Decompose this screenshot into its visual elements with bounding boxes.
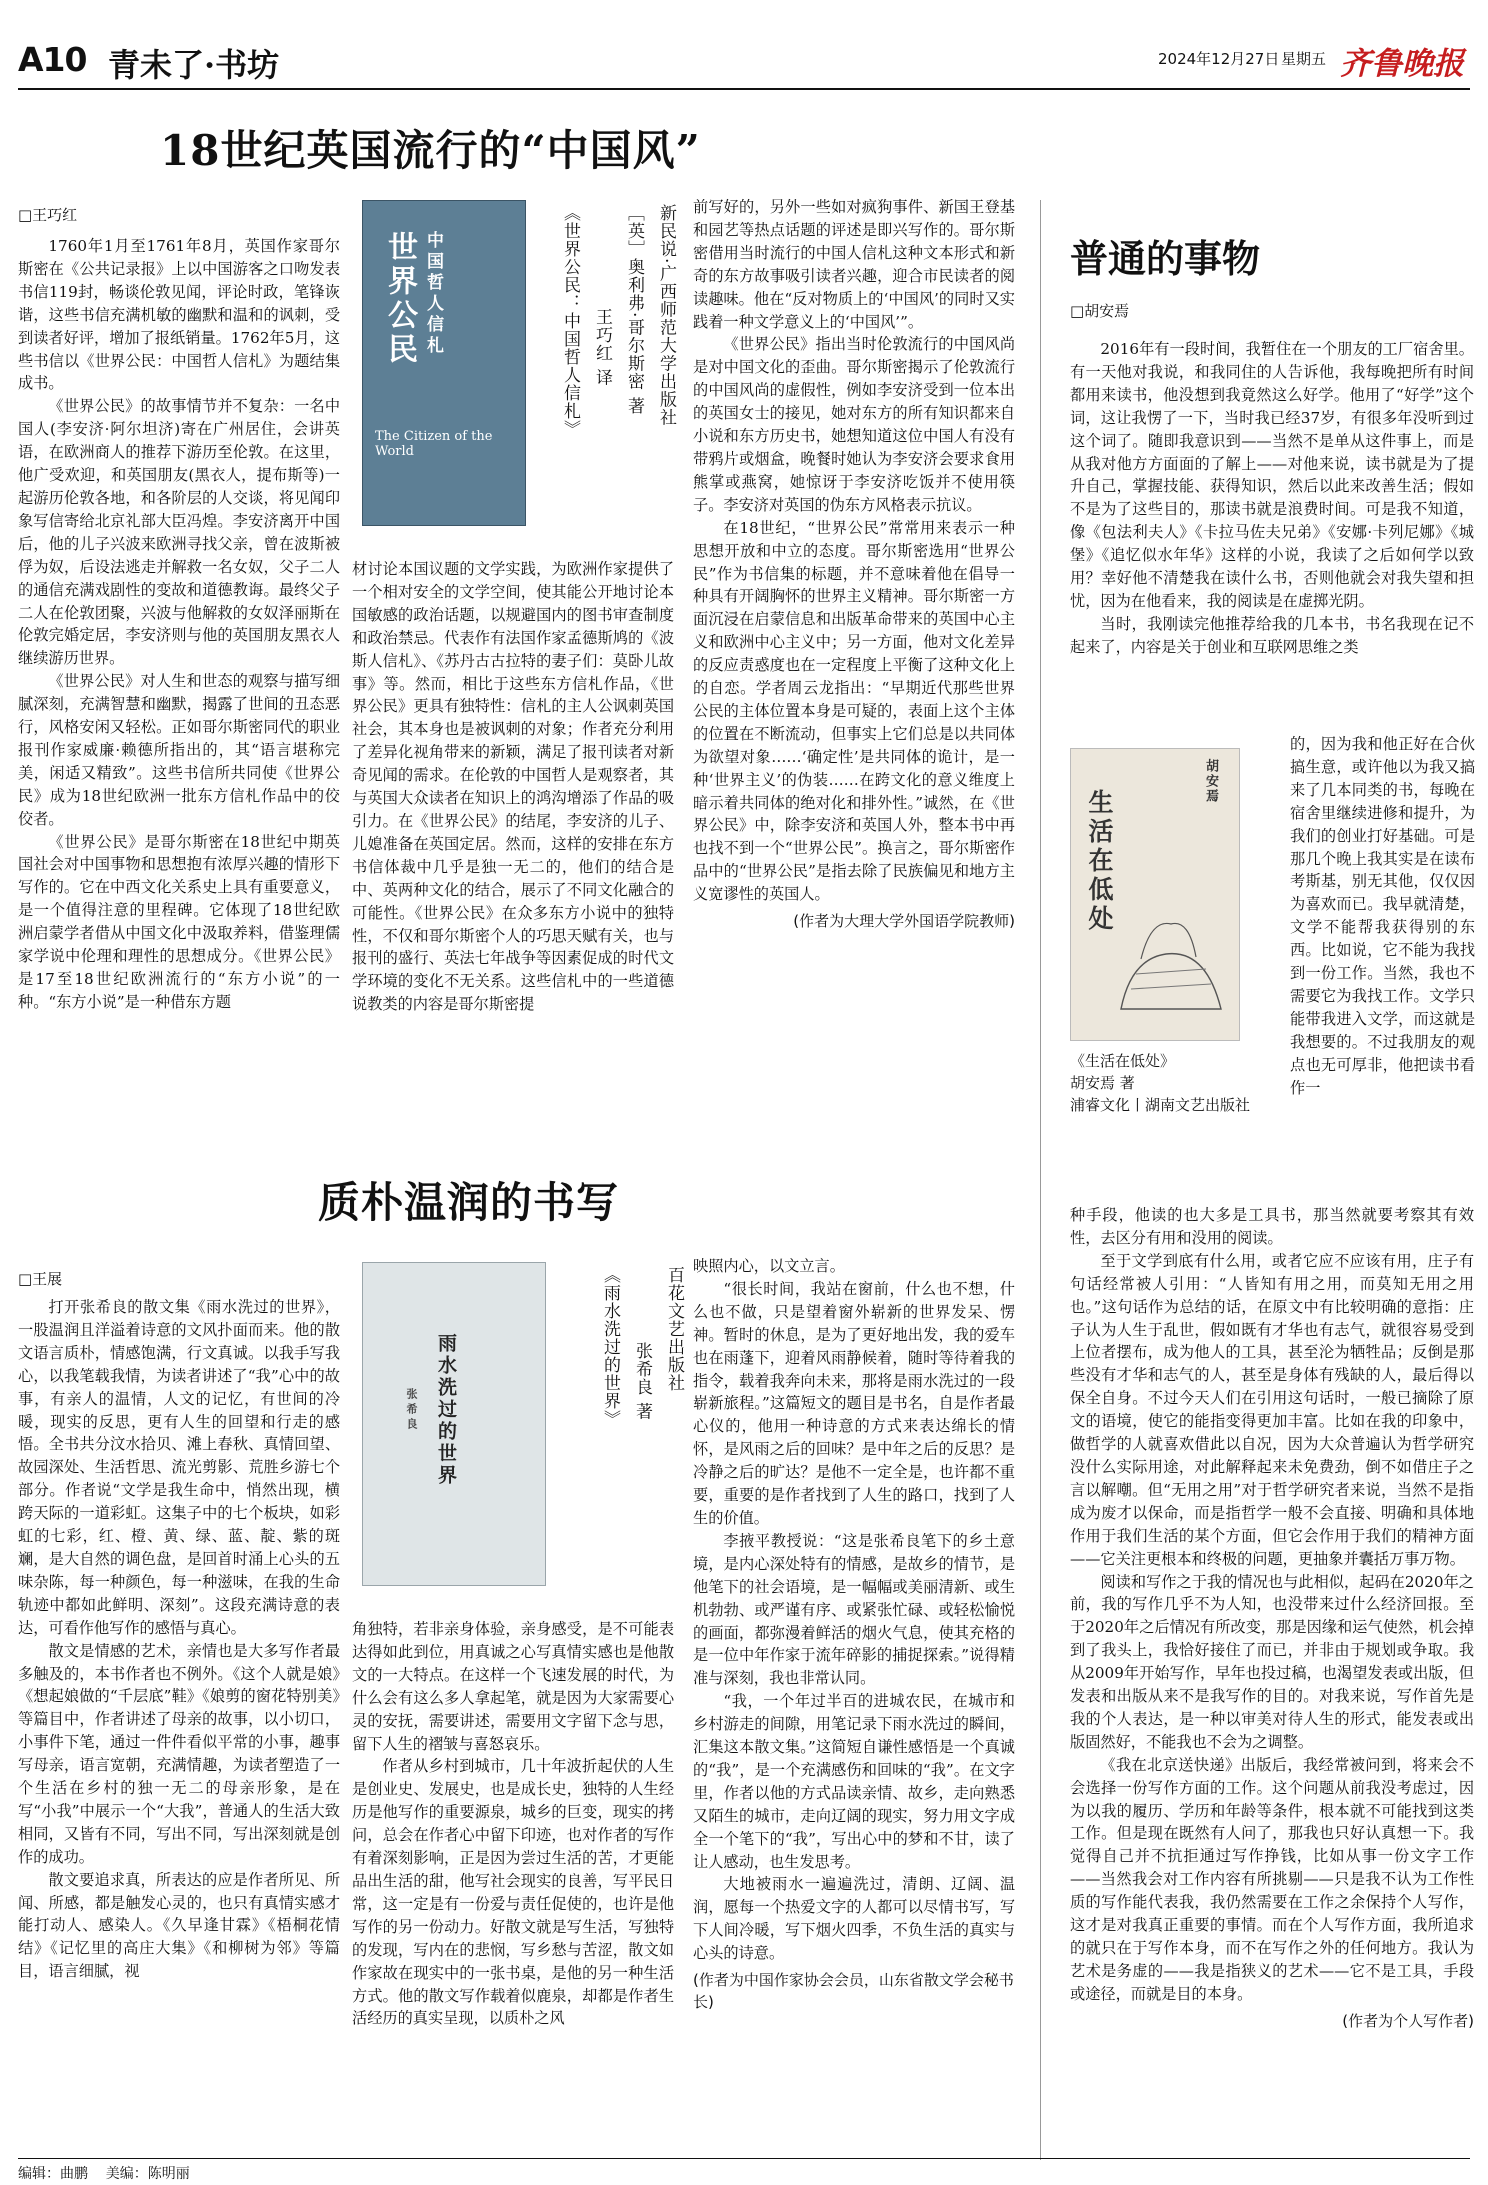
section-title: 青未了·书坊: [108, 46, 280, 84]
book-cover-living-low: [1070, 748, 1240, 1041]
page-number: A10: [18, 40, 87, 79]
paragraph: 作者从乡村到城市，几十年波折起伏的人生是创业史、发展史，也是成长史，独特的人生经历是他写作的重要源泉，城乡的巨变，现实的拷问，总会在作者心中留下印迹，也对作者的写作有着深刻影响，正是因为尝过生活的苦，才更能品出生活的甜，他写社会现实的良善，写平民日常，这一定是有一份爱与责任促使的，也许是他写作的另一份动力。好散文就是写生活，写独特的发现，写内在的悲悯，写乡愁与苦涩，散文如作家故在现实中的一张书桌，是他的另一种生活方式。他的散文写作载着似鹿泉，却都是作者生活经历的真实呈现，以质朴之风: [352, 1757, 674, 2028]
article2-title: 质朴温润的书写: [318, 1178, 620, 1227]
article1-column1: [18, 235, 340, 1014]
caption-book-title: 《生活在低处》: [1070, 1052, 1176, 1070]
paragraph: “我，一个年过半百的进城农民，在城市和乡村游走的间隙，用笔记录下雨水洗过的瞬间，汇集这本散文集。”这简短自谦性感悟是一个真诚的“我”，是一个充满感伤和回味的“我”。在文字里，作者以他的方式品读亲情、故乡，走向熟悉又陌生的城市，走向辽阔的现实，努力用文字成全一个笔下的“我”，写出心中的梦和不甘，读了让人感动，也生发思考。: [693, 1692, 1015, 1871]
newspaper-logo: 齐鲁晚报: [1340, 46, 1464, 82]
article2-column2: [352, 1618, 674, 2030]
paragraph: 《世界公民》的故事情节并不复杂：一名中国人(李安济·阿尔坦济)寄在广州居住，会讲英语，在欧洲商人的推荐下游历至伦敦。在这里，他广受欢迎，和英国朋友(黑衣人，提布斯等)一起游历伦敦各地，和各阶层的人交谈，将见闻印象写信寄给北京礼部大臣冯煌。李安济离开中国后，他的儿子兴波来欧洲寻找父亲，曾在波斯被俘为奴，后设法逃走并解救一名女奴，父子二人的通信充满戏剧性的变故和道德教诲。最终父子二人在伦敦团聚，兴波与他解救的女奴泽丽斯在伦敦完婚定居，李安济则与他的英国朋友黑衣人继续游历世界。: [18, 397, 340, 668]
caption-book-title: 《世界公民：中国哲人信札》: [560, 204, 580, 438]
paragraph: 大地被雨水一遍遍洗过，清朗、辽阔、温润，愿每一个热爱文字的人都可以尽情书写，写下人间冷暖，写下烟火四季，不负生活的真实与心头的诗意。: [693, 1875, 1015, 1963]
paragraph: 打开张希良的散文集《雨水洗过的世界》，一股温润且洋溢着诗意的文风扑面而来。他的散文语言质朴，情感饱满，行文真诚。以我手写我心，以我笔载我情，为读者讲述了“我”心中的故事，有亲人的温情，人文的记忆，有世间的冷暖，现实的反思，更有人生的回望和行走的感悟。全书共分汶水拾贝、滩上春秋、真情回望、故园深处、生活哲思、流光剪影、荒胜乡游七个部分。作者说“文学是我生命中，悄然出现，横跨天际的一道彩虹。这集子中的七个板块，如彩虹的七彩，红、橙、黄、绿、蓝、靛、紫的斑斓，是大自然的调色盘，是回首时涌上心头的五味杂陈，每一种颜色，每一种滋味，在我的生命轨迹中都如此鲜明、深刻”。这段充满诗意的表达，可看作他写作的感悟与真心。: [18, 1298, 340, 1637]
book-cover-author: 张希良: [405, 1388, 418, 1433]
caption-publisher: 浦睿文化丨湖南文艺出版社: [1070, 1096, 1251, 1114]
paragraph: 至于文学到底有什么用，或者它应不应该有用，庄子有句话经常被人引用：“人皆知有用之用，而莫知无用之用也。”这句话作为总结的话，在原文中有比较明确的意指：庄子认为人生于乱世，假如既有才华也有志气，就很容易受到上位者摆布，成为他人的工具，甚至沦为牺牲品；反倒是那些没有才华和志气的人，甚至是身体有残缺的人，最后得以保全自身。不过今天人们在引用这句话时，一般已摘除了原文的语境，使它的能指变得更加丰富。比如在我的印象中，做哲学的人就喜欢借此以自况，因为大众普遍认为哲学研究没什么实际用途，对此解释起来未免费劲，倒不如借庄子之言以解嘲。但“无用之用”对于哲学研究者来说，当然不是指成为废才以保命，而是指哲学一般不会直接、明确和具体地作用于我们生活的某个方面，但它会作用于我们的精神方面——它关注更根本和终极的问题，更抽象并囊括万事万物。: [1070, 1251, 1474, 1568]
caption-publisher: 百花文艺出版社: [664, 1266, 684, 1392]
book-cover-subtitle: 中国哲人信札: [423, 231, 443, 357]
article1-author-note: (作者为大理大学外国语学院教师): [793, 912, 1015, 931]
article1-byline: □王巧红: [18, 206, 78, 224]
caption-translator: 王巧红 译: [592, 308, 612, 387]
article1-title: 18世纪英国流行的“中国风”: [160, 126, 701, 175]
paragraph: 映照内心，以文立言。: [693, 1257, 845, 1275]
paragraph: 种手段，他读的也大多是工具书，那当然就要考察其有效性，去区分有用和没用的阅读。: [1070, 1206, 1474, 1247]
caption-author: 胡安焉 著: [1070, 1074, 1135, 1092]
paragraph: 散文要追求真，所表达的应是作者所见、所闻、所感，都是触发心灵的，也只有真情实感才能打动人、感染人。《久早逢甘霖》《梧桐花情结》《记忆里的高庄大集》《和柳树为邻》等篇目，语言细腻，视: [18, 1870, 340, 1981]
paragraph: 前写好的，另外一些如对疯狗事件、新国王登基和园艺等热点话题的评述是即兴写作的。哥尔斯密借用当时流行的中国人信札这种文本形式和新奇的东方故事吸引读者兴趣，迎合市民读者的阅读趣味。他在“反对物质上的‘中国风’的同时又实践着一种文学意义上的‘中国风’”。: [693, 198, 1015, 331]
right-article-text-top: [1070, 338, 1474, 659]
paragraph: 2016年有一段时间，我暂住在一个朋友的工厂宿舍里。有一天他对我说，和我同住的人告诉他，我每晚把所有时间都用来读书，他没想到我竟然这么好学。他用了“好学”这个词，这让我愣了一下，当时我已经37岁，有很多年没听到过这个词了。随即我意识到——当然不是单从这件事上，而是从我对他方方面面的了解上——对他来说，读书就是为了提升自己，掌握技能、获得知识，然后以此来改善生活；假如不是为了这些目的，那读书就是浪费时间。可是我不知道，像《包法利夫人》《卡拉马佐夫兄弟》《安娜·卡列尼娜》《城堡》《追忆似水年华》这样的小说，我读了之后如何学以致用？幸好他不清楚我在读什么书，否则他就会对我失望和担忧，因为在他看来，我的阅读是在虚掷光阴。: [1070, 340, 1474, 610]
article2-column1: [18, 1296, 340, 1983]
book-cover-illustration: [1111, 899, 1231, 1024]
issue-weekday: 星期五: [1281, 50, 1327, 68]
right-article-byline: □胡安焉: [1070, 302, 1130, 320]
paragraph: 材讨论本国议题的文学实践，为欧洲作家提供了一个相对安全的文学空间，使其能公开地讨论本国敏感的政治话题，以规避国内的图书审查制度和政治禁忌。代表作有法国作家孟德斯鸠的《波斯人信札》、《苏丹古古拉特的妻子们：莫卧儿故事》等。然而，相比于这些东方信札作品，《世界公民》更具有独特性：信札的主人公讽刺英国社会，其本身也是被讽刺的对象；作者充分利用了差异化视角带来的新颖，满足了报刊读者对新奇见闻的需求。在伦敦的中国哲人是观察者，其与英国大众读者在知识上的鸿沟增添了作品的吸引力。在《世界公民》的结尾，李安济的儿子、儿媳准备在英国定居。然而，这样的安排在东方书信体裁中几乎是独一无二的，他们的结合是中、英两种文化的结合，展示了不同文化融合的可能性。《世界公民》在众多东方小说中的独特性，不仅和哥尔斯密个人的巧思天赋有关，也与报刊的盛行、英法七年战争等因素促成的时代文学环境的变化不无关系。这些信札中的一些道德说教类的内容是哥尔斯密提: [352, 560, 674, 1014]
caption-book-title: 《雨水洗过的世界》: [600, 1266, 620, 1428]
paragraph: 阅读和写作之于我的情况也与此相似，起码在2020年之前，我的写作几乎不为人知，也没带来过什么经济回报。至于2020年之后情况有所改变，那是因缘和运气使然，机会掉到了我头上，我恰好接住了而已，并非由于规划或争取。我从2009年开始写作，早年也投过稿，也渴望发表或出版，但发表和出版从来不是我写作的目的。对我来说，写作首先是我的个人表达，是一种以审美对待人生的形式，能发表或出版固然好，不能我也不会为之调整。: [1070, 1572, 1474, 1751]
article2-book-caption: [555, 1262, 685, 1592]
book-cover-rain-washed-world: [362, 1262, 546, 1586]
article2-author-note: (作者为中国作家协会会员，山东省散文学会秘书长): [693, 1971, 1014, 2012]
paragraph: 李掖平教授说：“这是张希良笔下的乡土意境，是内心深处特有的情感，是故乡的情节，是他笔下的社会语境，是一幅幅或美丽清新、或生机勃勃、或严谨有序、或紧张忙碌、或轻松愉悦的画面，都弥漫着鲜活的烟火气息，使其充格的是一位中年作家于流年碎影的捕捉探索。”说得精准与深刻，我也非常认同。: [693, 1531, 1015, 1688]
paragraph: 1760年1月至1761年8月，英国作家哥尔斯密在《公共记录报》上以中国游客之口吻发表书信119封，畅谈伦敦见闻，评论时政，笔锋诙谐，这些书信充满机敏的幽默和温和的讽刺，受到读者好评，增加了报纸销量。1762年5月，这些书信以《世界公民：中国哲人信札》为题结集成书。: [18, 237, 340, 393]
book-cover-author: 胡安焉: [1203, 759, 1218, 804]
right-author-note: (作者为个人写作者): [1342, 2011, 1474, 2030]
caption-author: ［英］奥利弗·哥尔斯密 著: [624, 204, 644, 415]
paragraph: 角独特，若非亲身体验，亲身感受，是不可能表达得如此到位，用真诚之心写真情实感也是他散文的一大特点。在这样一个飞速发展的时代，为什么会有这么多人拿起笔，就是因为大家需要心灵的安抚，需要讲述，需要用文字留下念与思，留下人生的褶皱与喜怒哀乐。: [352, 1620, 674, 1753]
paragraph: 的，因为我和他正好在合伙搞生意，或许他以为我又搞来了几本同类的书，每晚在宿舍里继续进修和提升，为我们的创业打好基础。可是那几个晚上我其实是在读布考斯基，别无其他，仅仅因为喜欢而已。我早就清楚，文学不能帮我获得别的东西。比如说，它不能为我找到一份工作。当然，我也不需要它为我找工作。文学只能带我进入文学，而这就是我想要的。不过我朋友的观点也无可厚非，他把读书看作一: [1290, 735, 1475, 1097]
issue-date: 2024年12月27日: [1158, 50, 1280, 68]
paragraph: “很长时间，我站在窗前，什么也不想，什么也不做，只是望着窗外崭新的世界发呆、愣神。暂时的休息，是为了更好地出发，我的爱车也在雨蓬下，迎着风雨静候着，随时等待着我的指令，载着我奔向未来，那将是雨水洗过的一段崭新旅程。”这篇短文的题目是书名，自是作者最心仪的，他用一种诗意的方式来表达绵长的情怀，是风雨之后的回味？是中年之后的反思？是冷静之后的旷达？是他不一定全是，也许都不重要，重要的是作者找到了人生的路口，找到了人生的价值。: [693, 1279, 1015, 1527]
article2-column3: [693, 1255, 1015, 2013]
book-cover-citizen-of-the-world: [362, 200, 526, 526]
article2-byline: □王展: [18, 1270, 63, 1288]
footer-credits: 编辑：曲鹏 美编：陈明丽: [18, 2166, 190, 2182]
article1-column2: [352, 558, 674, 1016]
header-divider: [18, 88, 1470, 90]
footer-divider: [18, 2158, 1470, 2159]
book-cover-english-title: The Citizen of the World: [375, 429, 493, 459]
paragraph: 《世界公民》对人生和世态的观察与描写细腻深刻，充满智慧和幽默，揭露了世间的丑态恶行，风格安闲又轻松。正如哥尔斯密同代的职业报刊作家威廉·赖德所指出的，其“语言堪称完美，闲适又精致”。这些书信所共同使《世界公民》成为18世纪欧洲一批东方信札作品中的佼佼者。: [18, 672, 340, 828]
book-cover-title: 生活在低处: [1085, 789, 1114, 934]
right-article-text-bottom: [1070, 1204, 1474, 2032]
caption-author: 张希良 著: [632, 1342, 652, 1421]
paragraph: 当时，我刚读完他推荐给我的几本书，书名我现在记不起来了，内容是关于创业和互联网思维之类: [1070, 614, 1474, 656]
paragraph: 《世界公民》是哥尔斯密在18世纪中期英国社会对中国事物和思想抱有浓厚兴趣的情形下写作的。它在中西文化关系史上具有重要意义，是一个值得注意的里程碑。它体现了18世纪欧洲启蒙学者借从中国文化中汲取养料，借鉴理儒家学说中伦理和理性的思想成分。《世界公民》是17至18世纪欧洲流行的“东方小说”的一种。“东方小说”是一种借东方题: [18, 832, 340, 1011]
paragraph: 《世界公民》指出当时伦敦流行的中国风尚是对中国文化的歪曲。哥尔斯密揭示了伦敦流行的中国风尚的虚假性，例如李安济受到一位本出的英国女士的接见，她对东方的所有知识都来自小说和东方历史书，她想知道这位中国人有没有带鸦片或烟盒，晚餐时她认为李安济会要求食用熊掌或燕窝，她惊讶于李安济吃饭并不使用筷子。李安济对英国的伪东方风格表示抗议。: [693, 335, 1015, 514]
right-book-caption: [1070, 1050, 1270, 1116]
right-article-text-side: [1290, 733, 1475, 1100]
article1-column3: [693, 196, 1015, 932]
book-cover-title: 雨水洗过的世界: [435, 1333, 457, 1487]
article1-book-caption: [537, 200, 677, 530]
paragraph: 在18世纪，“世界公民”常常用来表示一种思想开放和中立的态度。哥尔斯密选用“世界公民”作为书信集的标题，并不意味着他在倡导一种具有开阔胸怀的世界主义精神。哥尔斯密一方面沉浸在启蒙信息和出版革命带来的英国中心主义和欧洲中心主义中；另一方面，他对文化差异的反应责惑度也在一定程度上平衡了这种文化上的自恋。学者周云龙指出：“早期近代那些世界公民的主体位置本身是可疑的，表面上这个主体的位置在不断流动，但事实上它们总是以共同体为欲望对象……‘确定性’是共同体的诡计，是一种‘世界主义’的伪装……在跨文化的意义维度上暗示着共同体的绝对化和排外性。”诚然，在《世界公民》中，除李安济和英国人外，整本书中再也找不到一个“世界公民”。换言之，哥尔斯密作品中的“世界公民”是指去除了民族偏见和地方主义宽谬性的英国人。: [693, 518, 1015, 904]
book-cover-title: 世界公民: [382, 231, 417, 367]
caption-publisher: 新民说·广西师范大学出版社: [656, 204, 676, 427]
paragraph: 散文是情感的艺术，亲情也是大多写作者最多触及的，本书作者也不例外。《这个人就是娘》《想起娘做的“千层底”鞋》《娘剪的窗花特别美》等篇目中，作者讲述了母亲的故事，以小切口，小事件下笔，通过一件件看似平常的小事，趣事写母亲，语言宽朝，充满情趣，为读者塑造了一个生活在乡村的独一无二的母亲形象，是在写“小我”中展示一个“大我”，普通人的生活大致相同，又皆有不同，写出不同，写出深刻就是创作的成功。: [18, 1641, 340, 1866]
paragraph: 《我在北京送快递》出版后，我经常被问到，将来会不会选择一份写作方面的工作。这个问题从前我没考虑过，因为以我的履历、学历和年龄等条件，根本就不可能找到这类工作。但是现在既然有人问了，那我也只好认真想一下。我觉得自己并不抗拒通过写作挣钱，比如从事一份文字工作——当然我会对工作内容有所挑剔——只是我不认为工作性质的写作能代表我，我仍然需要在工作之余保持个人写作，这才是对我真正重要的事情。而在个人写作方面，我所追求的就只在于写作本身，而不在写作之外的任何地方。我认为艺术是务虚的——我是指狭义的艺术——它不是工具，手段或途径，而就是目的本身。: [1070, 1755, 1474, 2003]
right-article-title: 普通的事物: [1070, 236, 1261, 281]
